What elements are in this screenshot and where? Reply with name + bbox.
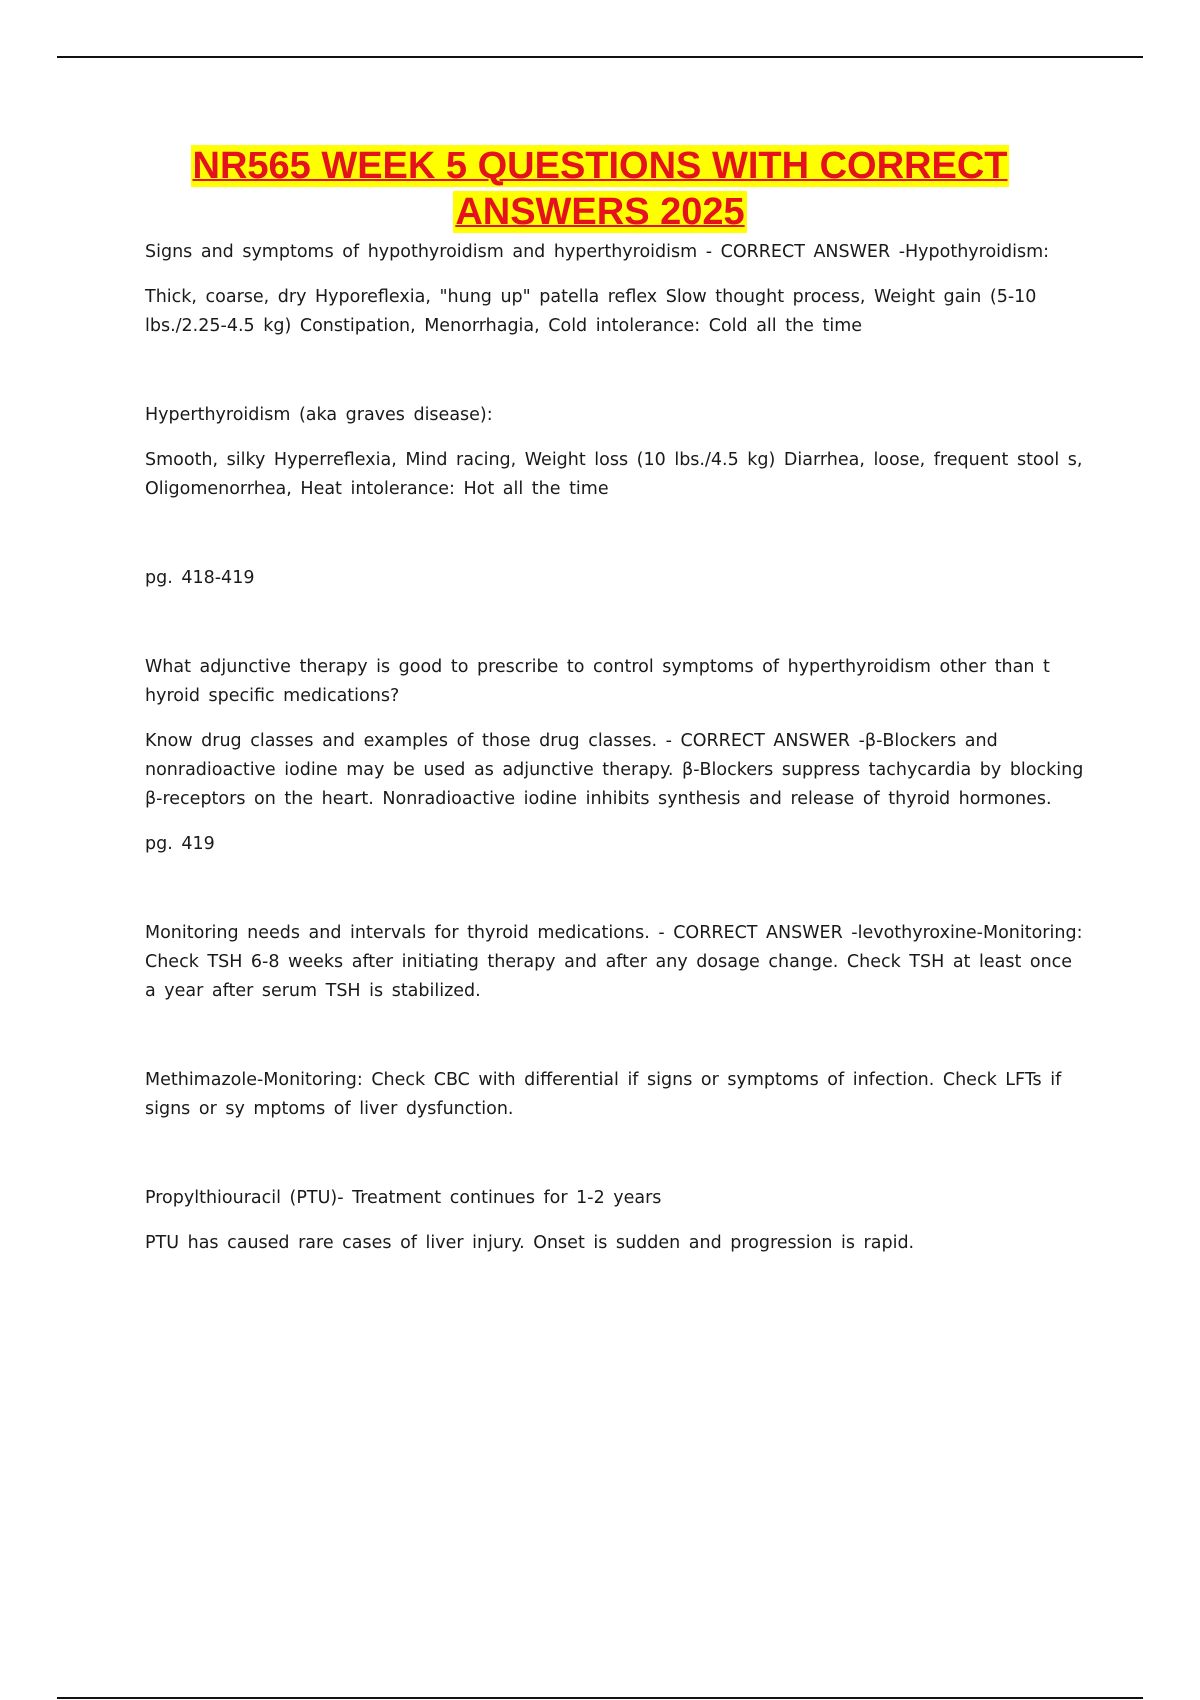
question-hypo-hyper: Signs and symptoms of hypothyroidism and hyperthyroidism - CORRECT ANSWER -Hypothyroidism: bbox=[145, 242, 1050, 262]
page-reference: pg. 418-419 bbox=[145, 568, 255, 588]
hypothyroidism-symptoms: Thick, coarse, dry Hyporeflexia, "hung up" patella reflex Slow thought process, Weight gain (5-10 lbs./2.25-4.5 kg) Constipation, Menorrhagia, Cold intolerance: Cold all the time bbox=[145, 287, 1037, 336]
header-rule bbox=[57, 56, 1143, 58]
methimazole-monitoring: Methimazole-Monitoring: Check CBC with differential if signs or symptoms of infection. Check LFTs if signs or sy mptoms of liver dysfunction. bbox=[145, 1070, 1062, 1119]
title-line-1: NR565 WEEK 5 QUESTIONS WITH CORRECT bbox=[192, 145, 1008, 187]
document-body bbox=[145, 238, 1090, 1274]
page-title bbox=[0, 143, 1200, 235]
footer-rule bbox=[57, 1697, 1143, 1699]
question-monitoring: Monitoring needs and intervals for thyroid medications. - CORRECT ANSWER -levothyroxine-Monitoring: Check TSH 6-8 weeks after initiating therapy and after any dosage change. Check TSH at least once a year after serum TSH is stabilized. bbox=[145, 923, 1083, 1001]
hyperthyroidism-heading: Hyperthyroidism (aka graves disease): bbox=[145, 405, 493, 425]
question-adjunctive-therapy: What adjunctive therapy is good to prescribe to control symptoms of hyperthyroidism other than t hyroid specific medications? bbox=[145, 657, 1050, 706]
page-reference: pg. 419 bbox=[145, 834, 215, 854]
ptu-treatment: Propylthiouracil (PTU)- Treatment continues for 1-2 years bbox=[145, 1188, 662, 1208]
ptu-warning: PTU has caused rare cases of liver injury. Onset is sudden and progression is rapid. bbox=[145, 1233, 915, 1253]
answer-adjunctive-therapy: Know drug classes and examples of those drug classes. - CORRECT ANSWER -β-Blockers and nonradioactive iodine may be used as adjunctive therapy. β-Blockers suppress tachycardia by blocking β-receptors on the heart. Nonradioactive iodine inhibits synthesis and release of thyroid hormones. bbox=[145, 731, 1084, 809]
title-line-2: ANSWERS 2025 bbox=[455, 191, 745, 233]
hyperthyroidism-symptoms: Smooth, silky Hyperreflexia, Mind racing, Weight loss (10 lbs./4.5 kg) Diarrhea, loose, frequent stool s, Oligomenorrhea, Heat intolerance: Hot all the time bbox=[145, 450, 1083, 499]
